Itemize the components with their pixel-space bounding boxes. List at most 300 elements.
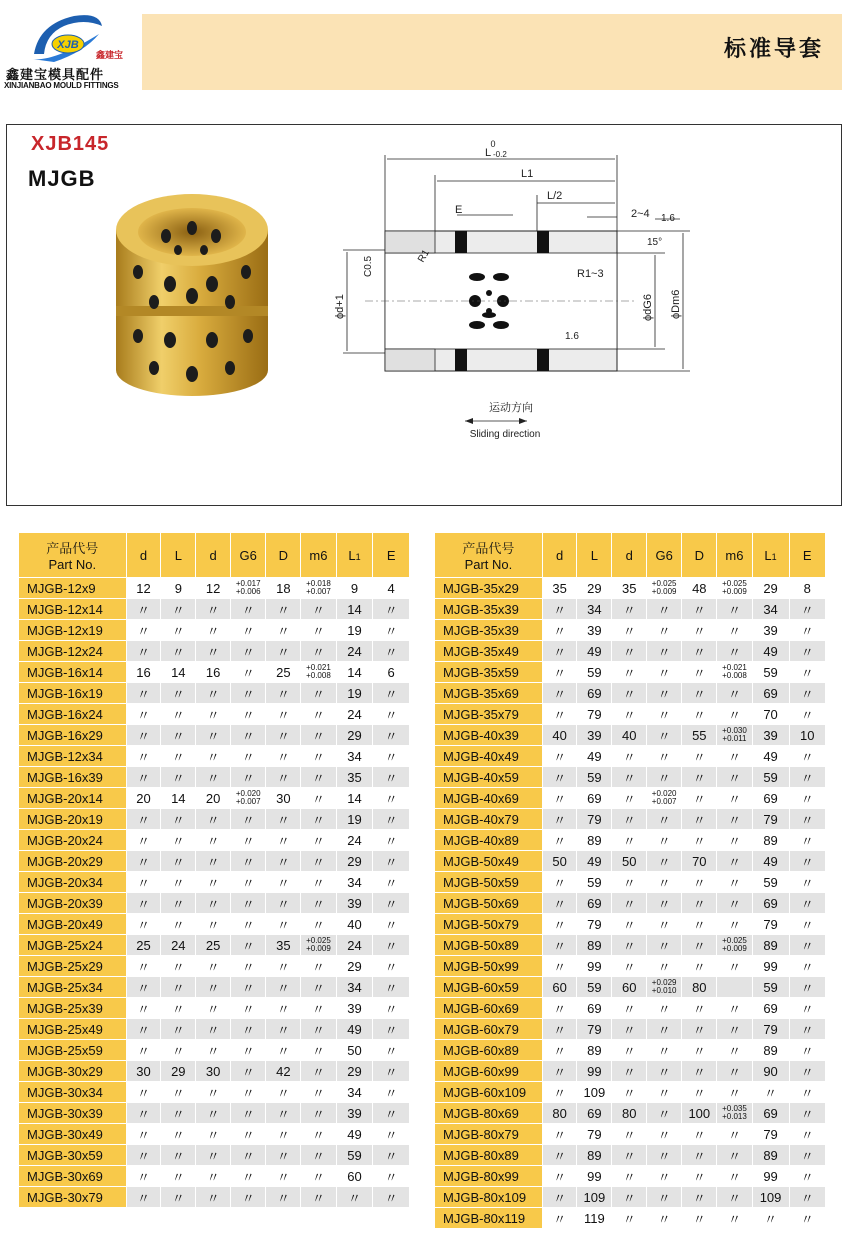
cell-m6: 〃 [301,1082,336,1103]
logo-en-name: XINJIANBAO MOULD FITTINGS [4,81,119,90]
cell-E: 〃 [373,1061,410,1082]
cell-L: 69 [577,1103,612,1124]
cell-L1: 9 [336,578,373,599]
cell-pn: MJGB-80x119 [435,1208,543,1229]
cell-L: 49 [577,851,612,872]
cell-g6: 〃 [231,1145,266,1166]
tolerance: +0.025 +0.009 [722,579,747,597]
cell-pn: MJGB-20x34 [19,872,127,893]
cell-d: 〃 [126,872,161,893]
cell-g6: 〃 [647,725,682,746]
cell-g6: 〃 [647,767,682,788]
cell-m6: 〃 [301,767,336,788]
cell-D: 35 [266,935,301,956]
table-row [435,767,826,788]
cell-pn: MJGB-30x49 [19,1124,127,1145]
cell-dd: 40 [612,725,647,746]
cell-d: 50 [542,851,577,872]
table-row [19,767,410,788]
cell-dd: 〃 [196,704,231,725]
cell-D: 〃 [266,599,301,620]
cell-g6: 〃 [647,935,682,956]
cell-m6: 〃 [301,788,336,809]
cell-E: 〃 [373,704,410,725]
cell-E: 〃 [789,1061,825,1082]
cell-L: 89 [577,830,612,851]
cell-E: 〃 [789,830,825,851]
cell-m6: 〃 [717,746,752,767]
cell-E: 〃 [373,956,410,977]
cell-D: 〃 [682,704,717,725]
cell-m6: 〃 [301,914,336,935]
cell-dd: 〃 [612,683,647,704]
cell-L: 〃 [161,914,196,935]
cell-L: 119 [577,1208,612,1229]
cell-d: 〃 [542,620,577,641]
tolerance: +0.035 +0.013 [722,1104,747,1122]
cell-E: 〃 [373,746,410,767]
cell-m6: 〃 [717,809,752,830]
table-row [19,998,410,1019]
cell-D: 〃 [682,1040,717,1061]
th-L1: L1 [336,533,373,578]
cell-m6: 〃 [717,893,752,914]
cell-L: 〃 [161,977,196,998]
cell-E: 〃 [373,788,410,809]
cell-E: 〃 [789,1019,825,1040]
cell-L1: 99 [752,1166,789,1187]
table-row [19,914,410,935]
cell-g6: 〃 [647,704,682,725]
cell-g6: 〃 [647,1082,682,1103]
table-row [435,620,826,641]
table-row [19,662,410,683]
cell-L: 〃 [161,1103,196,1124]
cell-D: 〃 [266,1103,301,1124]
cell-L: 109 [577,1187,612,1208]
cell-D: 30 [266,788,301,809]
cell-L1: 59 [752,977,789,998]
cell-d: 12 [126,578,161,599]
cell-m6: 〃 [301,1187,336,1208]
cell-D: 〃 [266,872,301,893]
cell-dd: 〃 [196,599,231,620]
cell-pn: MJGB-12x34 [19,746,127,767]
cell-L1: 50 [336,1040,373,1061]
cell-m6: 〃 [717,767,752,788]
cell-D: 〃 [682,893,717,914]
cell-d: 40 [542,725,577,746]
table-row [19,830,410,851]
cell-L1: 14 [336,599,373,620]
cell-d: 〃 [126,1187,161,1208]
cell-d: 〃 [126,1166,161,1187]
table-row [19,620,410,641]
table-row [435,746,826,767]
dim-2-4: 2~4 [631,208,650,220]
tolerance: +0.029 +0.010 [651,978,677,996]
cell-L1: 34 [336,1082,373,1103]
table-row [435,809,826,830]
cell-L1: 60 [336,1166,373,1187]
cell-L1: 40 [336,914,373,935]
cell-E: 〃 [789,809,825,830]
cell-L1: 79 [752,1019,789,1040]
dim-R1: R1 [416,247,432,265]
cell-dd: 〃 [196,1187,231,1208]
cell-L: 79 [577,1124,612,1145]
cell-g6: 〃 [231,935,266,956]
cell-pn: MJGB-12x19 [19,620,127,641]
table-row [19,1040,410,1061]
table-row [19,1145,410,1166]
cell-L1: 39 [336,1103,373,1124]
cell-D: 〃 [266,641,301,662]
cell-D: 〃 [266,1124,301,1145]
table-row [19,788,410,809]
cell-dd: 〃 [196,851,231,872]
tolerance: +0.020 +0.007 [235,789,261,807]
cell-d: 〃 [542,746,577,767]
technical-drawing [325,135,705,445]
cell-d: 〃 [542,1124,577,1145]
cell-L1: 59 [752,662,789,683]
dim-L-lower: -0.2 [493,150,507,159]
logo-cn-small: 鑫建宝 [96,50,124,60]
cell-L1: 39 [336,998,373,1019]
cell-pn: MJGB-50x99 [435,956,543,977]
tolerance: +0.017 +0.006 [235,579,261,597]
cell-dd: 16 [196,662,231,683]
tolerance: +0.021 +0.008 [722,663,747,681]
cell-L: 〃 [161,1145,196,1166]
cell-pn: MJGB-16x39 [19,767,127,788]
cell-L1: 24 [336,641,373,662]
cell-D: 25 [266,662,301,683]
cell-D: 〃 [266,956,301,977]
cell-m6: 〃 [717,830,752,851]
cell-m6: 〃 [717,704,752,725]
table-row [19,641,410,662]
table-row [435,683,826,704]
cell-g6: 〃 [647,683,682,704]
cell-E: 〃 [373,683,410,704]
cell-L1: 29 [336,1061,373,1082]
cell-m6: 〃 [301,641,336,662]
cell-L: 〃 [161,998,196,1019]
cell-D: 〃 [682,1145,717,1166]
cell-m6: 〃 [717,956,752,977]
cell-pn: MJGB-35x69 [435,683,543,704]
cell-dd: 〃 [612,641,647,662]
cell-g6: 〃 [647,914,682,935]
cell-g6: 〃 [231,872,266,893]
cell-g6: 〃 [647,1040,682,1061]
cell-L: 〃 [161,620,196,641]
cell-pn: MJGB-80x69 [435,1103,543,1124]
cell-g6 [647,977,682,998]
cell-dd: 〃 [196,1145,231,1166]
cell-pn: MJGB-35x59 [435,662,543,683]
cell-L: 59 [577,767,612,788]
cell-E: 〃 [373,1145,410,1166]
cell-g6: 〃 [231,746,266,767]
cell-d: 〃 [542,1061,577,1082]
cell-m6: 〃 [301,1124,336,1145]
cell-D: 〃 [682,935,717,956]
cell-pn: MJGB-12x14 [19,599,127,620]
cell-D: 〃 [682,1019,717,1040]
cell-d: 30 [126,1061,161,1082]
page-title: 标准导套 [723,37,824,62]
cell-g6: 〃 [647,1145,682,1166]
cell-d: 〃 [126,977,161,998]
cell-dd: 〃 [612,746,647,767]
table-row [435,1145,826,1166]
cell-E: 〃 [789,872,825,893]
cell-D: 〃 [266,1040,301,1061]
cell-m6: 〃 [301,872,336,893]
cell-m6: 〃 [717,1019,752,1040]
cell-m6: 〃 [301,977,336,998]
cell-d: 〃 [126,767,161,788]
cell-L: 99 [577,1166,612,1187]
cell-D: 70 [682,851,717,872]
cell-d: 〃 [126,725,161,746]
cell-E: 〃 [789,977,825,998]
cell-L: 79 [577,914,612,935]
table-row [19,956,410,977]
cell-g6: 〃 [231,977,266,998]
cell-g6: 〃 [231,1187,266,1208]
cell-m6: 〃 [717,641,752,662]
cell-dd: 〃 [612,893,647,914]
cell-dd: 〃 [196,1019,231,1040]
cell-g6: 〃 [647,872,682,893]
table-row [19,1082,410,1103]
cell-d: 〃 [542,914,577,935]
cell-E: 〃 [789,1187,825,1208]
table-row [435,1187,826,1208]
table-row [435,893,826,914]
cell-pn: MJGB-30x69 [19,1166,127,1187]
table-row [435,935,826,956]
cell-D: 〃 [266,683,301,704]
cell-pn: MJGB-40x89 [435,830,543,851]
cell-L: 〃 [161,1166,196,1187]
cell-L1: 34 [752,599,789,620]
dim-roughness-b: 1.6 [565,331,579,342]
cell-E: 〃 [373,830,410,851]
cell-g6: 〃 [647,746,682,767]
cell-L1: 〃 [336,1187,373,1208]
cell-g6: 〃 [647,599,682,620]
cell-L: 99 [577,1061,612,1082]
cell-E: 〃 [373,1103,410,1124]
cell-E: 〃 [373,935,410,956]
table-row [19,683,410,704]
cell-m6: 〃 [717,998,752,1019]
cell-d: 〃 [542,998,577,1019]
cell-L1: 19 [336,620,373,641]
cell-m6: 〃 [301,725,336,746]
cell-L: 〃 [161,641,196,662]
cell-L1: 79 [752,914,789,935]
cell-g6: 〃 [231,1166,266,1187]
cell-d: 〃 [542,599,577,620]
cell-g6: 〃 [647,998,682,1019]
th-L: L [577,533,612,578]
cell-g6: 〃 [647,641,682,662]
cell-pn: MJGB-80x89 [435,1145,543,1166]
cell-dd: 25 [196,935,231,956]
cell-L1: 39 [752,620,789,641]
cell-d: 80 [542,1103,577,1124]
cell-m6: 〃 [301,998,336,1019]
cell-L: 79 [577,704,612,725]
cell-L: 109 [577,1082,612,1103]
cell-m6: 〃 [301,599,336,620]
th-d: d [126,533,161,578]
cell-L: 49 [577,641,612,662]
cell-L: 69 [577,788,612,809]
cell-dd: 〃 [612,998,647,1019]
cell-m6: 〃 [717,788,752,809]
cell-D: 〃 [266,809,301,830]
cell-g6: 〃 [647,1187,682,1208]
table-row [19,1124,410,1145]
cell-d: 〃 [126,998,161,1019]
cell-d: 〃 [542,830,577,851]
cell-D: 〃 [266,1082,301,1103]
th-m6: m6 [301,533,336,578]
cell-E: 〃 [789,1166,825,1187]
cell-L: 59 [577,662,612,683]
cell-E: 〃 [789,620,825,641]
table-row [435,788,826,809]
tolerance: +0.030 +0.011 [722,726,747,744]
cell-g6: 〃 [231,641,266,662]
table-row [19,1061,410,1082]
cell-L1: 24 [336,704,373,725]
table-row [435,1208,826,1229]
cell-E: 〃 [373,914,410,935]
table-row [435,1103,826,1124]
cell-pn: MJGB-20x49 [19,914,127,935]
cell-d: 20 [126,788,161,809]
cell-E: 〃 [373,1082,410,1103]
product-code: XJB145 [31,133,110,155]
table-row [435,662,826,683]
cell-d: 〃 [542,1019,577,1040]
cell-E: 〃 [789,893,825,914]
cell-d: 〃 [126,704,161,725]
cell-E: 〃 [789,599,825,620]
cell-dd: 〃 [612,767,647,788]
dim-L2: L/2 [547,190,563,202]
cell-D: 〃 [266,746,301,767]
cell-L: 59 [577,872,612,893]
cell-L: 29 [161,1061,196,1082]
cell-pn: MJGB-40x39 [435,725,543,746]
cell-D: 100 [682,1103,717,1124]
cell-E: 10 [789,725,825,746]
cell-E: 〃 [373,809,410,830]
cell-dd: 〃 [196,620,231,641]
cell-d: 〃 [126,893,161,914]
bushing-photo [108,190,278,400]
cell-dd: 60 [612,977,647,998]
table-row [19,935,410,956]
cell-L1: 39 [752,725,789,746]
table-row [19,599,410,620]
cell-pn: MJGB-60x79 [435,1019,543,1040]
cell-E: 〃 [789,1208,825,1229]
cell-E: 〃 [373,977,410,998]
cell-D: 〃 [266,998,301,1019]
cell-D: 〃 [682,1082,717,1103]
cell-E: 4 [373,578,410,599]
cell-m6: 〃 [301,620,336,641]
cell-L: 59 [577,977,612,998]
cell-E: 〃 [789,935,825,956]
cell-d: 〃 [542,956,577,977]
cell-d: 〃 [542,1166,577,1187]
cell-m6: 〃 [301,1040,336,1061]
cell-D: 〃 [682,1166,717,1187]
cell-L: 〃 [161,956,196,977]
cell-E: 〃 [789,1103,825,1124]
logo-cn-name: 鑫建宝模具配件 [6,67,105,82]
cell-D: 〃 [266,1145,301,1166]
cell-L: 〃 [161,725,196,746]
cell-L1: 34 [336,746,373,767]
cell-L1: 29 [336,725,373,746]
cell-m6: 〃 [717,1187,752,1208]
cell-L1: 79 [752,1124,789,1145]
spec-table-right [434,532,826,1229]
table-row [435,977,826,998]
cell-d: 〃 [542,935,577,956]
cell-dd: 〃 [612,599,647,620]
cell-L1: 24 [336,830,373,851]
cell-D: 〃 [266,893,301,914]
cell-E: 〃 [373,620,410,641]
cell-dd: 〃 [612,872,647,893]
cell-pn: MJGB-20x39 [19,893,127,914]
cell-m6: 〃 [717,914,752,935]
cell-L1: 〃 [752,1208,789,1229]
table-row [435,1061,826,1082]
cell-L1: 70 [752,704,789,725]
th-D: D [682,533,717,578]
table-row [435,1019,826,1040]
th-d: d [542,533,577,578]
cell-g6: 〃 [647,620,682,641]
cell-dd: 〃 [612,914,647,935]
th-L1: L1 [752,533,789,578]
cell-D: 〃 [682,641,717,662]
table-row [435,704,826,725]
cell-g6: 〃 [231,1019,266,1040]
cell-dd: 〃 [612,1061,647,1082]
cell-d: 〃 [126,620,161,641]
cell-L: 29 [577,578,612,599]
cell-dd: 〃 [612,956,647,977]
cell-D: 〃 [266,1166,301,1187]
cell-pn: MJGB-30x79 [19,1187,127,1208]
cell-L: 24 [161,935,196,956]
